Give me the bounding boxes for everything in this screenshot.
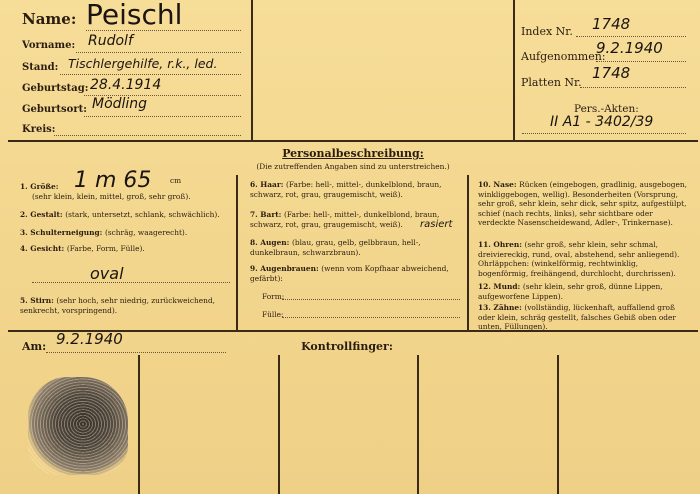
stand-line xyxy=(60,74,241,75)
am-line xyxy=(46,352,226,353)
gesicht-value: oval xyxy=(90,264,124,283)
am-value: 9.2.1940 xyxy=(56,330,123,348)
vorname-label: Vorname: xyxy=(22,40,76,51)
geburtstag-value: 28.4.1914 xyxy=(90,77,162,93)
item-gesicht: 4. Gesicht: (Farbe, Form, Fülle). xyxy=(20,244,145,253)
divider-right-vertical xyxy=(513,0,515,140)
geburtsort-line xyxy=(84,116,241,117)
item-haar: 6. Haar: (Farbe: hell-, mittel-, dunkelblond, braun, schwarz, rot, grau, graugemischt, weiß). xyxy=(250,180,442,199)
platten-value: 1748 xyxy=(592,64,631,82)
name-label: Name: xyxy=(22,10,77,28)
finger-divider-2 xyxy=(278,355,280,494)
item-augen: 8. Augen: (blau, grau, gelb, gelbbraun, hell-, dunkelbraun, schwarzbraun). xyxy=(250,238,421,257)
kontrollfinger-title: Kontrollfinger: xyxy=(301,340,393,353)
divider-col1-vertical xyxy=(236,175,238,330)
divider-col2-vertical xyxy=(467,175,469,330)
aufgenommen-line xyxy=(596,61,686,62)
platten-line xyxy=(580,87,686,88)
gesicht-line xyxy=(32,282,230,283)
geburtsort-value: Mödling xyxy=(92,96,148,112)
item-schulterneigung: 3. Schulterneigung: (schräg, waagerecht). xyxy=(20,228,188,237)
item-mund: 12. Mund: (sehr klein, sehr groß, dünne Lippen, aufgeworfene Lippen). xyxy=(478,282,663,301)
finger-divider-1 xyxy=(138,355,140,494)
form-line xyxy=(282,299,460,300)
groesse-value: 1 m 65 xyxy=(74,168,152,193)
name-value: Peischl xyxy=(86,0,183,31)
kreis-label: Kreis: xyxy=(22,124,56,135)
geburtstag-label: Geburtstag: xyxy=(22,83,89,94)
aufgenommen-label: Aufgenommen: xyxy=(521,50,606,63)
pers-akten-line xyxy=(522,133,686,134)
bart-value: rasiert xyxy=(420,219,453,230)
form-label: Form: xyxy=(262,292,285,301)
vorname-value: Rudolf xyxy=(88,33,133,49)
finger-divider-4 xyxy=(557,355,559,494)
am-label: Am: xyxy=(22,340,47,353)
kreis-line xyxy=(54,135,241,136)
name-line xyxy=(86,30,241,31)
pers-akten-label: Pers.-Akten: xyxy=(574,103,639,115)
item-stirn: 5. Stirn: (sehr hoch, sehr niedrig, zurückweichend, senkrecht, vorspringend). xyxy=(20,296,216,315)
aufgenommen-value: 9.2.1940 xyxy=(596,39,663,57)
geburtsort-label: Geburtsort: xyxy=(22,104,87,115)
item-ohren: 11. Ohren: (sehr groß, sehr klein, sehr schmal, dreiviereckig, rund, oval, abstehend, sehr anliegend). Ohrläppchen: (winkelförmig, rechtwinklig, bogenförmig, freihängend, durchlocht, durchrissen). xyxy=(478,240,680,278)
stand-value: Tischlergehilfe, r.k., led. xyxy=(68,56,218,71)
personal-title: Personalbeschreibung: xyxy=(282,147,424,160)
item-bart: 7. Bart: (Farbe: hell-, mittel-, dunkelblond, braun, schwarz, rot, grau, graugemischt, weiß). xyxy=(250,210,440,229)
fuelle-line xyxy=(282,317,460,318)
item-gestalt: 2. Gestalt: (stark, untersetzt, schlank, schwächlich). xyxy=(20,210,220,219)
item-augenbrauen: 9. Augenbrauen: (wenn vom Kopfhaar abweichend, gefärbt): xyxy=(250,264,449,283)
platten-label: Platten Nr. xyxy=(521,76,582,89)
index-value: 1748 xyxy=(592,15,631,33)
index-line xyxy=(576,36,686,37)
item-groesse: 1. Größe: xyxy=(20,182,62,191)
pers-akten-value: II A1 - 3402/39 xyxy=(550,114,654,130)
divider-left-vertical xyxy=(251,0,253,140)
item-zaehne: 13. Zähne: (vollständig, lückenhaft, auffallend groß oder klein, schräg gestellt, falsches Gebiß oben oder unten, Füllungen). xyxy=(478,303,676,332)
index-label: Index Nr. xyxy=(521,25,573,38)
personal-subtitle: (Die zutreffenden Angaben sind zu unterstreichen.) xyxy=(256,162,450,171)
groesse-unit: cm xyxy=(170,176,182,185)
finger-divider-3 xyxy=(417,355,419,494)
fingerprint-image xyxy=(28,377,128,475)
fuelle-label: Fülle: xyxy=(262,310,284,319)
groesse-options: (sehr klein, klein, mittel, groß, sehr groß). xyxy=(32,192,191,201)
stand-label: Stand: xyxy=(22,62,59,73)
item-nase: 10. Nase: Rücken (eingebogen, gradlinig, ausgebogen, winkliggebogen, wellig). Besonderheiten (Vorsprung, sehr groß, sehr klein, sehr dick, sehr spitz, aufgestülpt, schief (nach rechts, links), sehr sichtbare oder verdeckte Nasenscheidewand, Adler-, Trinkernase). xyxy=(478,180,687,228)
divider-top-horizontal xyxy=(8,140,698,142)
vorname-line xyxy=(76,52,241,53)
